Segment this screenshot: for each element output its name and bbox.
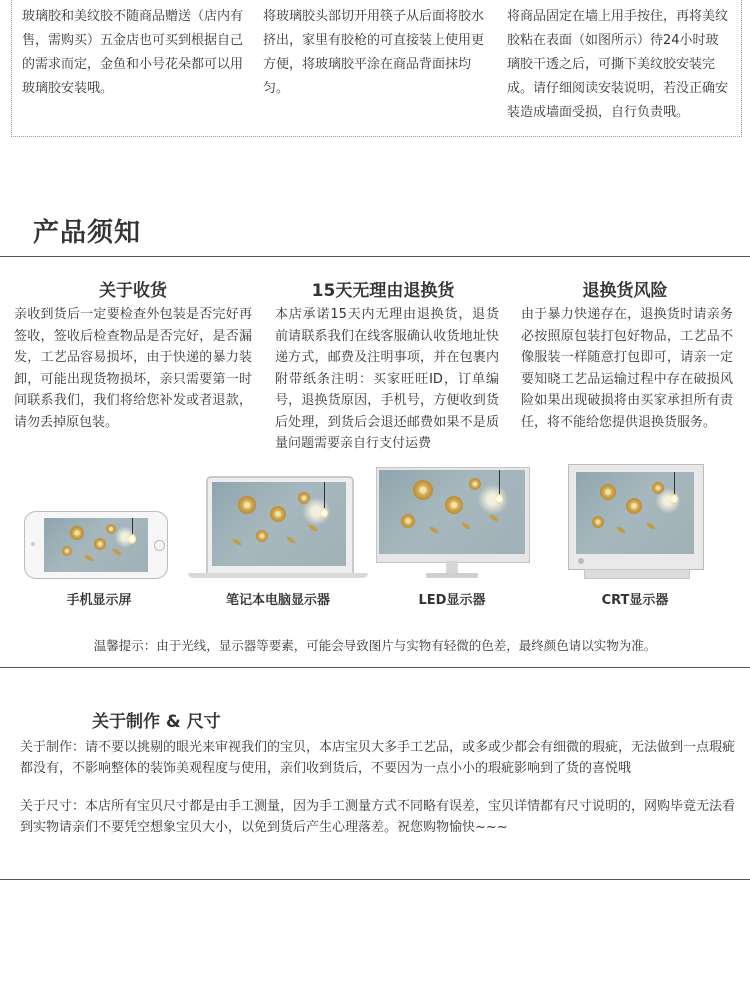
laptop-label: 笔记本电脑显示器: [225, 593, 330, 608]
color-tip: 温馨提示：由于光线，显示器等要素，可能会导致图片与实物有轻微的色差，最终颜色请以实物为准。: [93, 638, 657, 653]
notice-title: 产品须知: [33, 218, 142, 248]
divider: [0, 879, 750, 880]
return-policy-text: 本店承诺15天内无理由退换货，退货前请联系我们在线客服确认收货地址快递方式，邮费及注明事项，并在包裹内附带纸条注明：买家旺旺ID，订单编号，退换货原因，手机号，方便收到货后处理，到货后会退还邮费如果不是质量问题需要亲自行支付运费: [275, 307, 499, 451]
making-title: 关于制作 & 尺寸: [92, 712, 221, 732]
receiving-title: 关于收货: [99, 281, 167, 301]
install-step-3-text: 将商品固定在墙上用手按住，再将美纹胶粘在表面（如图所示）待24小时玻璃胶干透之后，可撕下美纹胶安装完成。请仔细阅读安装说明，若没正确安装造成墙面受损，自行负责哦。: [507, 9, 729, 120]
return-risk-title: 退换货风险: [582, 281, 668, 301]
divider: [0, 667, 750, 668]
making-paragraph: 关于制作：请不要以挑剔的眼光来审视我们的宝贝，本店宝贝大多手工艺品，或多或少都会有细微的瑕疵，无法做到一点瑕疵都没有，不影响整体的装饰美观程度与使用，亲们收到货后，不要因为一点小小的瑕疵影响到了货的喜悦哦: [20, 740, 736, 776]
install-step-1-text: 玻璃胶和美纹胶不随商品赠送（店内有售，需购买）五金店也可买到根据自己的需求而定，金鱼和小号花朵都可以用玻璃胶安装哦。: [22, 9, 244, 96]
crt-label: CRT显示器: [601, 593, 669, 608]
crt-monitor-icon: [568, 464, 704, 580]
led-monitor-icon: [376, 467, 528, 579]
receiving-text: 亲收到货后一定要检查外包装是否完好再签收，签收后检查物品是否完好，是否漏发，工艺品容易损坏，由于快递的暴力装卸，可能出现货物损坏，亲只需要第一时间联系我们，我们将给您补发或者退款，请勿丢掉原包装。: [14, 307, 252, 430]
phone-icon: [24, 511, 168, 579]
return-risk-text: 由于暴力快递存在，退换货时请亲务必按照原包装打包好物品，工艺品不像服装一样随意打包即可，请亲一定要知晓工艺品运输过程中存在破损风险如果出现破损将由买家承担所有责任，将不能给您提供退换货服务。: [521, 307, 733, 430]
phone-label: 手机显示屏: [66, 593, 132, 608]
divider: [0, 256, 750, 257]
install-step-2-text: 将玻璃胶头部切开用筷子从后面将胶水挤出，家里有胶枪的可直接装上使用更方便，将玻璃胶平涂在商品背面抹均匀。: [263, 9, 485, 96]
return-policy-title: 15天无理由退换货: [311, 281, 455, 301]
size-paragraph: 关于尺寸：本店所有宝贝尺寸都是由手工测量，因为手工测量方式不同略有误差，宝贝详情都有尺寸说明的，网购毕竟无法看到实物请亲们不要凭空想象宝贝大小，以免到货后产生心理落差。祝您购物愉快~~~: [20, 799, 736, 835]
laptop-icon: [188, 476, 368, 580]
led-label: LED显示器: [418, 593, 486, 608]
